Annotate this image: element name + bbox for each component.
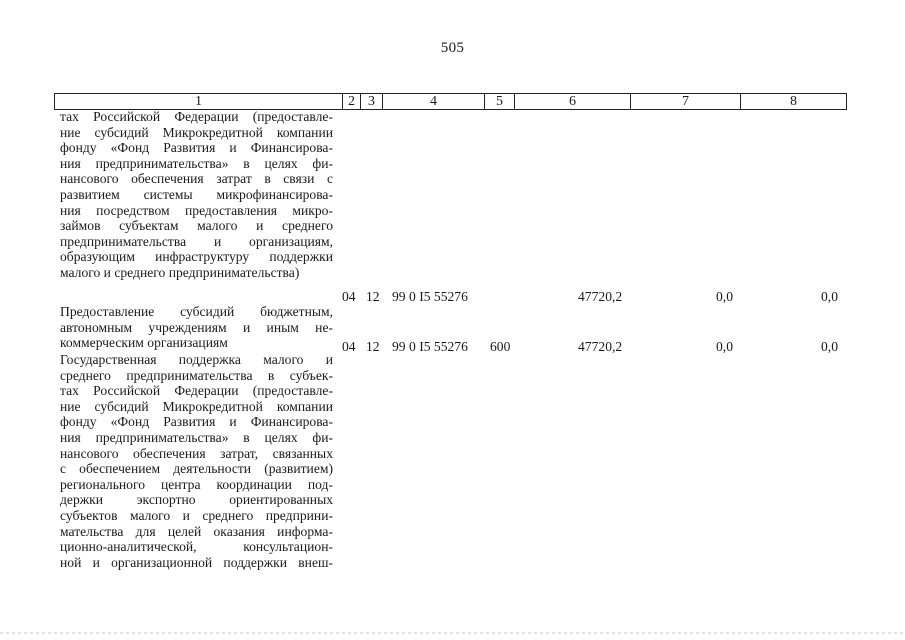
header-col-3: 3 [360, 94, 382, 109]
row-1-line: образующим инфраструктуру поддержки [60, 249, 333, 265]
row-2-col-4: 99 0 I5 55276 [392, 339, 468, 354]
row-2-line: Предоставление субсидий бюджетным, [60, 304, 333, 319]
row-1-col-6: 47720,2 [578, 289, 623, 304]
row-3-line: с обеспечением деятельности (развитием) [60, 461, 333, 477]
row-1-line: малого и среднего предпринимательства) [60, 264, 300, 280]
row-2-description [60, 304, 333, 351]
header-col-4: 4 [382, 94, 484, 109]
row-3-line: ние субсидий Микрокредитной компании [60, 398, 333, 414]
row-3-line: держки экспортно ориентированных [60, 492, 333, 508]
row-1-line: ние субсидий Микрокредитной компании [60, 124, 333, 140]
row-3-line: нансового обеспечения затрат, связанных [60, 445, 333, 461]
row-3-line: ционно-аналитической, консультацион- [60, 539, 333, 555]
row-2-line: автономным учреждениям и иным не- [60, 319, 333, 335]
row-1-line: займов субъектам малого и среднего [60, 218, 333, 234]
row-3-line: Государственная поддержка малого и [60, 352, 333, 367]
row-2-col-3: 12 [366, 339, 380, 354]
row-1-col-2: 04 [342, 289, 356, 304]
row-3-line: фонду «Фонд Развития и Финансирова- [60, 414, 333, 430]
header-col-5: 5 [484, 94, 514, 109]
row-1-col-3: 12 [366, 289, 380, 304]
row-1-description [60, 109, 333, 281]
row-3-line: субъектов малого и среднего предприни- [60, 507, 333, 523]
header-col-2: 2 [342, 94, 360, 109]
scan-edge-divider [0, 632, 905, 634]
row-3-line: ния предпринимательства» в целях фи- [60, 429, 333, 445]
row-1-col-7: 0,0 [716, 289, 733, 304]
row-3-line: среднего предпринимательства в субъек- [60, 367, 333, 383]
row-2-col-8: 0,0 [821, 339, 838, 354]
row-3-line: тах Российской Федерации (предоставле- [60, 383, 333, 399]
page-number: 505 [440, 40, 465, 56]
row-1-line: развитием системы микрофинансирова- [60, 186, 333, 202]
header-col-1: 1 [195, 94, 202, 109]
row-2-line: коммерческим организациям [60, 335, 228, 351]
row-2-col-6: 47720,2 [578, 339, 623, 354]
row-3-line: регионального центра координации под- [60, 476, 333, 492]
row-2-col-2: 04 [342, 339, 356, 354]
row-1-line: ния предпринимательства» в целях фи- [60, 155, 333, 171]
row-1-line: предпринимательства и организациям, [60, 233, 333, 249]
header-col-7: 7 [630, 94, 740, 109]
row-1-line: ния посредством предоставления микро- [60, 202, 333, 218]
row-1-col-8: 0,0 [821, 289, 838, 304]
row-2-col-7: 0,0 [716, 339, 733, 354]
row-1-col-4: 99 0 I5 55276 [392, 289, 468, 304]
row-3-description [60, 352, 333, 570]
row-1-line: фонду «Фонд Развития и Финансирова- [60, 140, 333, 156]
row-2-col-5: 600 [490, 339, 511, 354]
header-col-8: 8 [740, 94, 846, 109]
row-3-line: ной и организационной поддержки внеш- [60, 554, 333, 570]
table-header-row [54, 93, 847, 110]
row-1-line: тах Российской Федерации (предоставле- [60, 109, 333, 124]
row-3-line: мательства для целей оказания информа- [60, 523, 333, 539]
header-col-6: 6 [514, 94, 630, 109]
row-1-line: нансового обеспечения затрат в связи с [60, 171, 333, 187]
